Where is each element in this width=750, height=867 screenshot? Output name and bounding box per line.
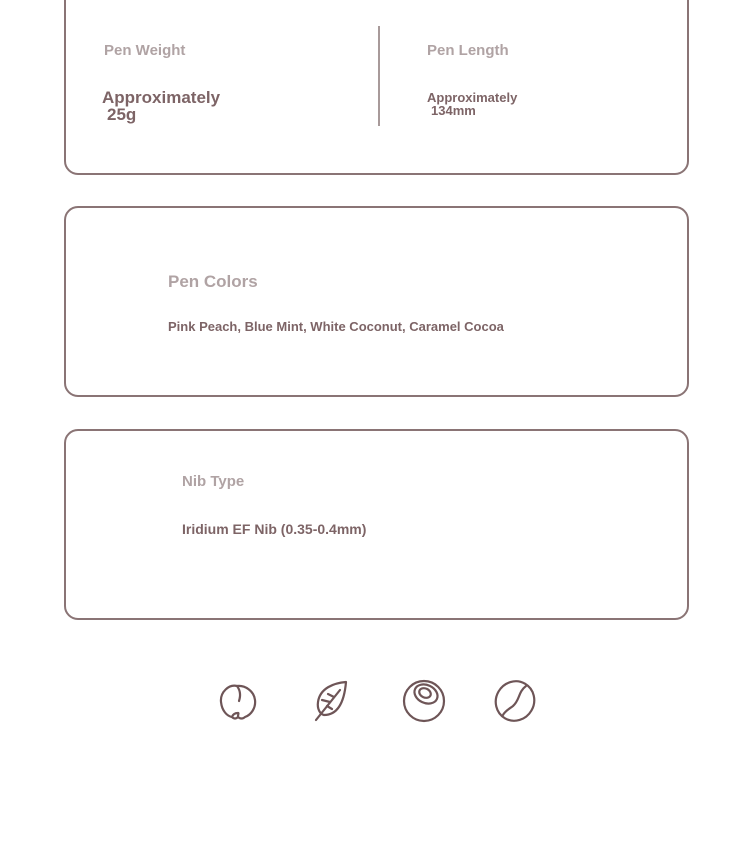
pen-length-label: Pen Length	[427, 42, 509, 59]
pen-colors-value: Pink Peach, Blue Mint, White Coconut, Caramel Cocoa	[168, 319, 504, 334]
nib-type-value: Iridium EF Nib (0.35-0.4mm)	[182, 521, 367, 537]
spec-card-nib	[64, 429, 689, 620]
pen-length-value-line2: 134mm	[431, 103, 476, 118]
pen-weight-value	[102, 89, 220, 123]
coconut-icon	[400, 678, 446, 724]
card-divider	[378, 26, 380, 126]
pen-length-value	[427, 91, 517, 117]
nib-type-label: Nib Type	[182, 473, 245, 490]
pen-weight-value-line2: 25g	[107, 105, 137, 124]
spec-card-size	[64, 0, 689, 175]
flavor-icons-row	[0, 678, 750, 724]
leaf-icon	[308, 678, 354, 724]
pen-weight-value-line1: Approximately	[102, 88, 221, 107]
spec-card-colors	[64, 206, 689, 397]
pen-colors-label: Pen Colors	[168, 272, 258, 291]
pen-length-value-line1: Approximately	[427, 90, 518, 105]
pen-weight-label: Pen Weight	[104, 42, 186, 59]
peach-icon	[215, 678, 261, 724]
cocoa-bean-icon	[492, 678, 538, 724]
